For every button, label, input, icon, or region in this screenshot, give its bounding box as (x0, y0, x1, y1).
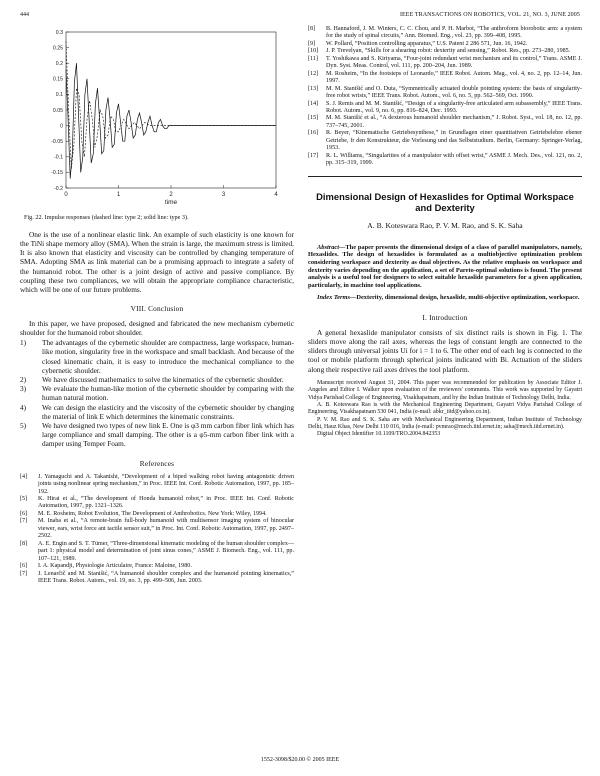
reference-number: [4] (20, 473, 28, 480)
abstract-text: The paper presents the dimensional design of a class of parallel manipulators, namely, Hexaslides. The design of hexaslides is formulated as a multiobjective optimization problem considering workspace and dexterity as dual objectives. As the relative emphasis on workspace and dexterity varies depending on the application, a set of Pareto-optimal solutions is found. The present analysis is a useful tool for designers to select suitable hexaslide parameters for a given application, particularly, in machine tool applications. (308, 243, 582, 290)
plot-frame (66, 32, 276, 188)
reference-item (308, 71, 582, 86)
reference-number: [7] (20, 570, 28, 577)
reference-text: M. E. Rosheim, Robot Evolution, The Development of Anthrobotics. New York: Wiley, 1994. (38, 510, 267, 517)
reference-item (308, 153, 582, 168)
reference-item (20, 518, 294, 540)
reference-number: [8] (308, 26, 316, 32)
list-item (20, 338, 294, 375)
reference-number: [6] (20, 563, 28, 570)
series-line-type-3 (66, 63, 276, 178)
y-tick-label: -0.15 (51, 170, 63, 177)
reference-item (308, 48, 582, 55)
x-tick-label: 0 (64, 192, 68, 198)
footnotes (308, 380, 582, 438)
reference-text: B. Hannaford, J. M. Winters, C. C. Chou, and P. H. Marbot, “The anthroform biorobotic arm: a system for the study of spinal circuits,” Ann. Biomed. Eng., vol. 23, pp. 399–408, 1995. (326, 26, 582, 40)
copyright-footer: 1552-3098/$20.00 © 2005 IEEE (260, 757, 340, 763)
reference-item (308, 26, 582, 41)
reference-item (20, 541, 294, 563)
section-heading-conclusion: VIII. Conclusion (130, 303, 184, 313)
figure-caption: Fig. 22. Impulse responses (dashed line: type 2; solid line: type 3). (24, 214, 189, 221)
reference-number: [8] (20, 540, 28, 547)
reference-number: [5] (20, 495, 28, 502)
reference-item (20, 496, 294, 511)
divider (308, 176, 582, 177)
reference-item (308, 115, 582, 130)
footnote: Digital Object Identifier 10.1109/TRO.2004.842353 (317, 431, 441, 438)
y-tick-label: -0.2 (54, 185, 63, 192)
reference-item (308, 56, 582, 71)
reference-text: K. Hirai et al., “The development of Honda humanoid robot,” in Proc. IEEE Int. Conf. Robotic Automation, 1997, pp. 1321–1326. (38, 495, 294, 510)
references-list-continued (308, 26, 582, 168)
y-tick-label: -0.05 (51, 139, 63, 145)
y-tick-label: 0 (60, 123, 63, 130)
footnote: Manuscript received August 31, 2004. This paper was recommended for publication by Associate Editor J. Angeles and Editor I. Walker upon evaluation of the reviewers' comments. This work was supported by Gayatri Vidya Parishad College of Engineering, Visakhapatnam, and by the Indian Institute of Technology Delhi, India. (308, 380, 582, 401)
index-terms (308, 294, 582, 302)
paper-title: Dimensional Design of Hexaslides for Optimal Workspace and Dexterity (316, 190, 574, 214)
footnote: A. B. Koteswara Rao is with the Mechanical Engineering Department, Gayatri Vidya Parishad College of Engineering, Visakhapatnam 530 041, India (e-mail: abkr_iitd@yahoo.co.in). (308, 401, 582, 416)
reference-number: [15] (308, 115, 319, 122)
list-item (20, 375, 294, 384)
section-heading-introduction: I. Introduction (422, 312, 468, 322)
reference-item (308, 86, 582, 101)
reference-number: [6] (20, 510, 28, 517)
list-item-number: 2) (20, 374, 27, 384)
paragraph: In this paper, we have proposed, designed and fabricated the new mechanism cybernetic shoulder for the humanoid robot shoulder. (20, 318, 294, 337)
y-tick-label: 0.3 (55, 29, 63, 36)
reference-text: S. J. Remis and M. M. Stanišić, “Design of a singularity-free articulated arm subassembly,” IEEE Trans. Robot. Autom., vol. 9, no. 6, pp. 816–824, Dec. 1993. (326, 100, 582, 114)
reference-item (308, 130, 582, 152)
reference-text: R. L. Williams, “Singularities of a manipulator with offset wrist,” ASME J. Mech. Des., vol. 121, no. 2, pp. 315–319, 1999. (326, 152, 582, 167)
reference-number: [10] (308, 48, 319, 55)
y-tick-label: 0.25 (52, 45, 63, 52)
list-item (20, 384, 294, 402)
index-terms-text: Dexterity, dimensional design, hexaslide, multi-objective optimization, workspace. (356, 293, 580, 301)
reference-item (20, 571, 294, 586)
list-item-text: We have discussed mathematics to solve the kinematics of the cybernetic shoulder. (42, 374, 284, 384)
paragraph: A general hexaslide manipulator consists of six distinct rails is shown in Fig. 1. The sliders move along the rail axes, whereas the legs of constant length are connected to the sliders through universal joints Ui for i = 1 to 6. The other end of each leg is connected to the tool or mobile platform through spherical joints indicated with Bi. Actuation of the sliders along their respective rail axes drives the tool platform. (308, 327, 582, 374)
reference-text: T. Yoshikawa and S. Kiriyama, “Four-joint redundant wrist mechanism and its control,” Trans. ASME J. Dyn. Syst. Meas. Control, vol. 111, pp. 200–204, Jun. 1989. (326, 55, 582, 70)
paragraph: One is the use of a nonlinear elastic link. An example of such elasticity is one known for the TiNi shape memory alloy (SMA). When the strain is large, the maximum stress is limited. It is also known that elasticity and viscosity can be controlled by changing temperature of SMA. Adopting SMA as link material can be a promising approach to integrate a safety of the humanoid robot. The other is a joint design of active and passive compliance. By coupling these two compliances, we will obtain the appropriate compliance characteristic, which will be one of our future problems. (20, 229, 294, 295)
paper-authors: A. B. Koteswara Rao, P. V. M. Rao, and S. K. Saha (367, 220, 523, 230)
reference-text: W. Pollard, “Position controlling apparatus,” U.S. Patent 2 286 571, Jun. 16, 1942. (326, 40, 528, 47)
y-tick-label: 0.2 (55, 61, 63, 67)
y-tick-label: 0.15 (52, 76, 63, 83)
list-item-text: We can design the elasticity and the viscosity of the cybernetic shoulder by changing the material of link E which determines the kinematic constraints. (42, 402, 294, 421)
reference-text: M. M. Stanišić et al., “A dexterous humanoid shoulder mechanism,” J. Robot. Syst., vol. 18, no. 12, pp. 737–745, 2001. (326, 115, 582, 129)
reference-text: R. Beyer, “Kinematische Getriebesynthese,” in Grundlagen einer quantitativen Getriebelehre ebener Getriebe, fr den Konstrukteur, die Vorlesung und das Selbststudium. Berlin, Germany: Springer-Verlag, 1953. (326, 130, 582, 152)
conclusion-list (20, 338, 294, 448)
reference-number: [9] (308, 40, 316, 47)
series-line-type-2 (66, 41, 276, 169)
reference-text: M. Rosheim, “In the footsteps of Leonardo,” IEEE Robot. Autom. Mag., vol. 4, no. 2, pp. 12–14, Jun. 1997. (326, 70, 582, 85)
reference-text: J. Yamaguchi and A. Takanishi, “Development of a biped walking robot having antagonistic driven joints using nonlinear spring mechanism,” in Proc. IEEE Int. Conf. Robotic Automation, 1997, pp. 185–192. (38, 473, 294, 495)
reference-text: A. E. Engin and S. T. Tümer, “Three-dimensional kinematic modeling of the human shoulder complex—part 1: physical model and determination of joint sinus cones,” ASME J. Biomech. Eng., vol. 111, pp. 107–121, 1989. (38, 540, 294, 562)
list-item-number: 3) (20, 384, 27, 394)
reference-text: J. Lenarčič and M. Stanišić, “A humanoid shoulder complex and the humanoid pointing kinematics,” IEEE Trans. Robot. Autom., vol. 19, no. 3, pp. 499–506, Jun. 2003. (38, 570, 294, 584)
list-item-text: We evaluate the human-like motion of the cybernetic shoulder by comparing with the human natural motion. (42, 384, 294, 403)
impulse-response-figure (20, 26, 294, 211)
list-item-number: 4) (20, 402, 27, 412)
abstract (308, 244, 582, 290)
reference-number: [16] (308, 130, 319, 137)
list-item (20, 403, 294, 421)
reference-text: I. A. Kapandji, Physiologie Articulaire, France: Maloine, 1980. (38, 563, 192, 570)
page-number: 444 (20, 12, 29, 18)
list-item-number: 5) (20, 421, 27, 430)
list-item-number: 1) (20, 338, 27, 348)
reference-number: [7] (20, 518, 28, 525)
reference-item (308, 101, 582, 116)
reference-number: [14] (308, 100, 319, 107)
x-tick-label: 4 (274, 192, 278, 198)
right-column (308, 26, 582, 438)
left-column (20, 26, 294, 585)
reference-number: [13] (308, 85, 319, 92)
reference-number: [12] (308, 70, 319, 77)
impulse-response-chart (20, 26, 294, 211)
references-heading: References (139, 458, 175, 468)
x-tick-label: 3 (221, 192, 226, 198)
reference-item (20, 563, 294, 570)
y-tick-label: 0.05 (52, 107, 63, 114)
abstract-label: Abstract— (317, 243, 346, 251)
journal-header: IEEE TRANSACTIONS ON ROBOTICS, VOL. 21, NO. 3, JUNE 2005 (399, 12, 580, 18)
list-item (20, 421, 294, 449)
footnote: P. V. M. Rao and S. K. Saha are with Mechanical Engineering Department, Indian Institute of Technology Delhi, Hauz Khas, New Delhi 110 016, India (e-mail: pvmrao@mech.iitd.ernet.in; saha@mech.iitd.ernet.in). (308, 416, 582, 430)
list-item-text: The advantages of the cybernetic shoulder are compactness, large workspace, human-like motion, singularity free in the workspace and small backlash. And because of the closed kinematic chain, it is easy to introduce the mechanical compliance to the cybernetic shoulder. (42, 338, 294, 375)
index-terms-label: Index Terms— (317, 293, 357, 301)
y-tick-label: 0.1 (55, 92, 63, 99)
list-item-text: We have designed two types of new link E. One is φ3 mm carbon fiber link which has large compliance and small damping. The other is a φ5-mm carbon fiber link with a damper using Temper Foam. (42, 421, 294, 449)
reference-item (20, 474, 294, 496)
y-tick-label: -0.1 (54, 154, 63, 161)
x-tick-label: 1 (116, 192, 121, 198)
reference-text: M. Inaba et al., “A remote-brain full-body humanoid with multisensor imaging system of binocular viewer, ears, wrist force ant tactile sensor suit,” in Proc. Int. Conf. Robotic Automation, 1997, pp. 2497–2502. (38, 518, 294, 540)
reference-number: [17] (308, 152, 319, 159)
x-axis-label: time (164, 199, 178, 206)
reference-number: [11] (308, 55, 318, 62)
x-tick-label: 2 (169, 192, 173, 198)
references-list (20, 474, 294, 586)
reference-text: J. P. Trevelyan, “Skills for a shearing robot: dexterity and sensing,” Robot. Res., pp. 273–280, 1985. (326, 48, 571, 55)
reference-text: M. M. Stanišić and O. Duta, “Symmetrically actuated double pointing system: the basis of singularity-free robot wrists,” IEEE Trans. Robot. Autom., vol. 6, no. 5, pp. 562–569, Oct. 1990. (326, 85, 582, 100)
